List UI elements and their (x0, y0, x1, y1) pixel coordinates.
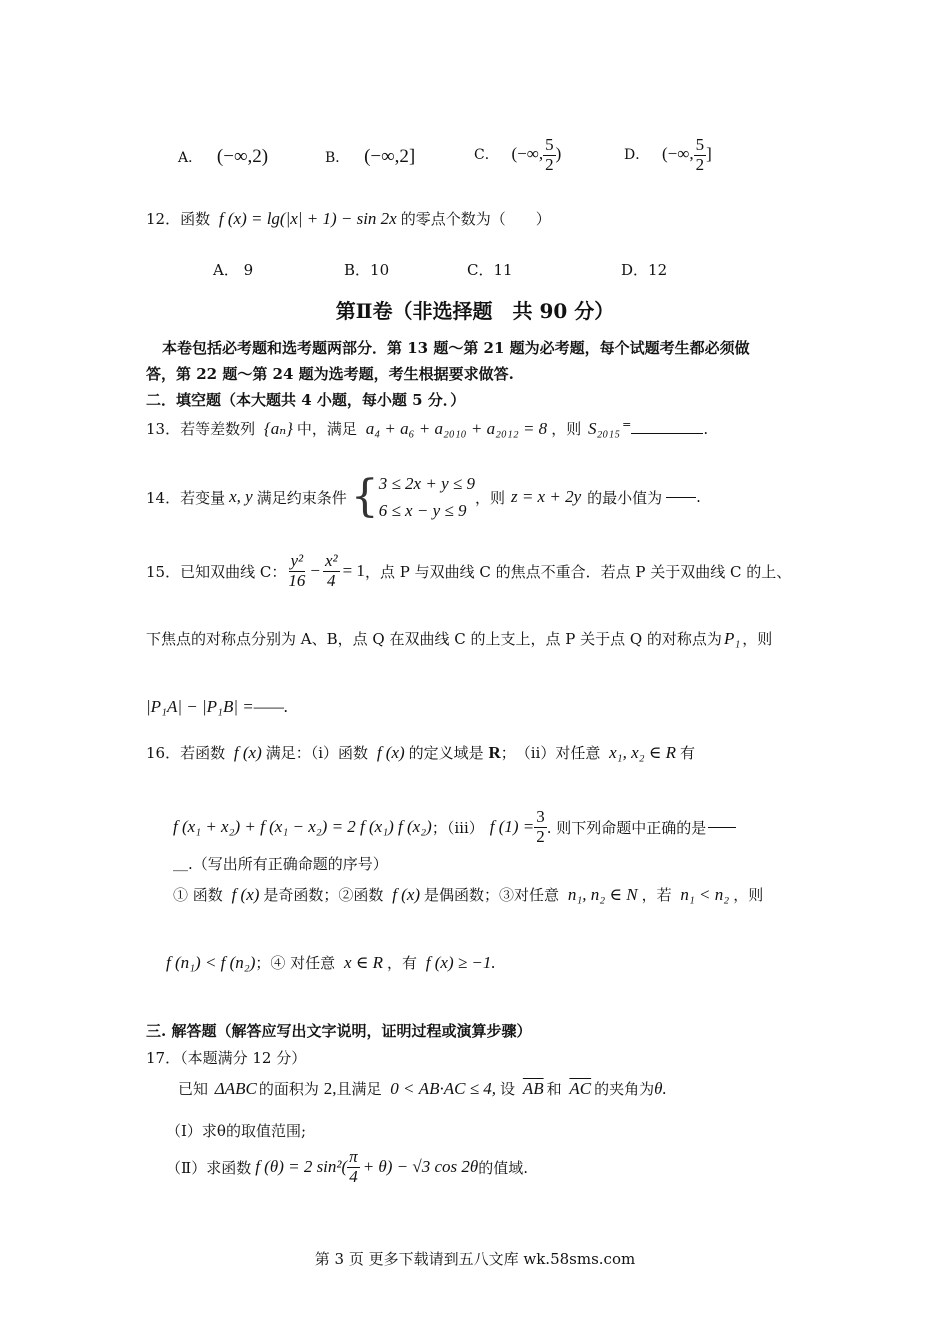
period: . (703, 420, 709, 438)
option-expr-post: ) (555, 144, 562, 164)
q16-iii: ；（ⅲ） (431, 818, 484, 837)
q13-condition: a₄ + a₆ + a₂₀₁₀ + a₂₀₁₂ = 8 (365, 419, 548, 438)
q17-text3: 且满足 (336, 1080, 382, 1098)
answer-blank (708, 827, 736, 828)
q14-stem (146, 470, 701, 524)
option-expr: (−∞,2) (216, 146, 269, 167)
question-number: 14． (146, 488, 181, 507)
q11-option-b (325, 146, 415, 168)
fraction-pi-4: $\frac{\pi}{4}$ (349, 1147, 358, 1186)
equals-one: = 1 (342, 561, 365, 581)
q13-text2: 中，满足 (296, 420, 357, 438)
q15-text1: 已知双曲线 C： (180, 562, 287, 581)
q16-text4: ； （ⅱ）对任意 (500, 744, 601, 762)
fx: f (x) (392, 885, 421, 904)
q12-option-c: C．11 (467, 261, 513, 279)
q17-text2: 的面积为 (258, 1080, 319, 1098)
q14-text1: 若变量 (180, 488, 226, 507)
constraint-system (379, 470, 475, 524)
option-label: B． (325, 150, 350, 166)
section2-intro-line1: 本卷包括必考题和选考题两部分．第 13 题～第 21 题为必考题，每个试题考生都必须做 (162, 339, 750, 357)
q15-text2: ，点 P 与双曲线 C 的焦点不重合．若点 P 关于双曲线 C 的上、 (364, 562, 792, 581)
fraction-x2-4: $\frac{\text{x²}}{4}$ (324, 551, 338, 590)
q13-sequence: {aₙ} (263, 419, 293, 438)
option-expr-pre: (−∞, (511, 144, 544, 164)
q15-line2 (146, 628, 772, 649)
q16-if: ，若 (641, 886, 672, 904)
period: . (696, 488, 701, 507)
dot-product-condition: 0 < AB·AC ≤ 4, (390, 1079, 497, 1098)
q16-text2: 满足：（ⅰ）函数 (265, 744, 369, 762)
area-value: 2, (323, 1079, 337, 1098)
x-in-r: x ∈ R (343, 953, 383, 972)
q12-formula: f (x) = lg(|x| + 1) − sin 2x (218, 209, 397, 228)
fx: f (x) (231, 885, 260, 904)
q17-part2 (166, 1148, 528, 1186)
answer-blank (666, 497, 696, 498)
q16-propositions-line (173, 884, 763, 905)
q16-line3: ＿.（写出所有正确命题的序号） (173, 855, 388, 873)
q16-line5 (166, 952, 496, 973)
page-footer: 第 3 页 更多下载请到五八文库 wk.58sms.com (314, 1250, 636, 1268)
theta: θ. (654, 1079, 667, 1098)
lower-bound-expr: f (x) ≥ −1. (425, 953, 496, 972)
q14-objective: z = x + 2y (510, 487, 582, 507)
point-p1: P₁ (723, 629, 741, 648)
section3-heading: 三. 解答题（解答应写出文字说明，证明过程或演算步骤） (146, 1022, 532, 1040)
q14-vars: x, y (229, 487, 253, 507)
q12-prefix: 函数 (180, 210, 211, 228)
proposition-2: 是奇函数；②函数 (263, 886, 384, 904)
q17-text4: 设 (500, 1080, 516, 1098)
q17-part2-post: 的值域. (478, 1158, 529, 1177)
q17-part2-pre: （Ⅱ）求函数 (166, 1158, 252, 1177)
q13-text3: ，则 (551, 420, 582, 438)
system-brace: { (350, 471, 379, 523)
question-number: 15． (146, 562, 181, 581)
q17-stem (178, 1078, 667, 1099)
fraction: $\frac{5}{2}$ (545, 135, 554, 174)
question-number: 13． (146, 420, 181, 438)
q12-stem (146, 208, 551, 229)
proposition-1: ① 函数 (173, 886, 223, 904)
fx: f (x) (233, 743, 262, 762)
q11-option-a (178, 146, 268, 168)
q12-option-b: B．10 (344, 261, 390, 279)
q13-target: S₂₀₁₅ (587, 419, 621, 438)
q14-text4: 的最小值为 (587, 488, 663, 507)
section2-title: 第Ⅱ卷（非选择题 共 90 分） (335, 299, 615, 323)
option-expr-pre: (−∞, (662, 144, 694, 164)
answer-blank (631, 433, 703, 434)
constraint-2: 6 ≤ x − y ≤ 9 (378, 501, 467, 521)
q16-then: ，则 (733, 886, 764, 904)
section2-intro-line2: 答，第 22 题～第 24 题为选考题，考生根据要求做答. (146, 365, 514, 383)
fill-in-heading: 二．填空题（本大题共 4 小题，每小题 5 分．） (146, 391, 466, 409)
vector-ab: $\overline{AB}$ (522, 1079, 544, 1098)
q17-formula-b: + θ) − √3 cos 2θ (362, 1157, 479, 1177)
option-label: A． (178, 150, 203, 166)
fraction-3-2: $\frac{3}{2}$ (536, 807, 545, 846)
x1-x2-in-r: x₁, x₂ ∈ R (609, 743, 677, 762)
option-label: C． (474, 147, 499, 164)
q12-suffix: 的零点个数为（ ） (400, 210, 551, 228)
q16-text5: 有 (680, 744, 696, 762)
n1-n2-in-n: n₁, n₂ ∈ N (567, 885, 638, 904)
q13-equals: = (622, 418, 632, 431)
option-expr-post: ] (706, 144, 712, 164)
triangle-abc: ΔABC (214, 1079, 257, 1098)
q16-text3: 的定义域是 (408, 744, 484, 762)
f-of-1: f (1) = (489, 817, 535, 837)
q16-line2-tail: . 则下列命题中正确的是 (546, 818, 707, 837)
constraint-1: 3 ≤ 2x + y ≤ 9 (378, 474, 475, 493)
q11-option-d (624, 136, 712, 174)
q16-stem (146, 742, 695, 763)
q17-text5: 的夹角为 (594, 1080, 655, 1098)
proposition-4: ；④ 对任意 (255, 954, 336, 972)
q16-text1: 若函数 (180, 744, 226, 762)
proposition-3: 是偶函数；③对任意 (424, 886, 560, 904)
option-expr: (−∞,2] (364, 146, 416, 167)
minus-sign: − (310, 561, 320, 581)
q14-text2: 满足约束条件 (256, 488, 347, 507)
question-number: 16． (146, 744, 181, 762)
n1-less-n2: n₁ < n₂ (680, 885, 730, 904)
q17-and: 和 (546, 1080, 562, 1098)
q17-formula-a: f (θ) = 2 sin²( (255, 1157, 348, 1177)
q13-text1: 若等差数列 (180, 420, 256, 438)
option-label: D． (624, 147, 650, 164)
q15-stem (146, 552, 791, 590)
q11-option-c (474, 136, 561, 174)
functional-equation: f (x₁ + x₂) + f (x₁ − x₂) = 2 f (x₁) f (x₂) (173, 817, 432, 837)
q17-number: 17．（本题满分 12 分） (146, 1049, 307, 1067)
q15-line2-text: 下焦点的对称点分别为 A、B，点 Q 在双曲线 C 的上支上，点 P 关于点 Q 的对称点为 (146, 630, 722, 648)
q14-text3: ，则 (474, 488, 505, 507)
q17-text1: 已知 (178, 1080, 209, 1098)
q15-expression: |P₁A| − |P₁B| =——. (146, 697, 289, 716)
fx: f (x) (376, 743, 405, 762)
q12-option-d: D．12 (621, 261, 668, 279)
q12-option-a: A． 9 (213, 261, 254, 279)
fraction: $\frac{5}{2}$ (695, 135, 705, 174)
q13-stem (146, 418, 708, 439)
q15-then: ，则 (742, 630, 773, 648)
q16-line2 (173, 808, 736, 846)
monotone-expr: f (n₁) < f (n₂) (166, 953, 256, 972)
q17-part1: （Ⅰ）求θ的取值范围; (166, 1122, 307, 1140)
vector-ac: $\overline{AC}$ (569, 1079, 592, 1098)
q16-has: ，有 (386, 954, 417, 972)
fraction-y2-16: $\frac{\text{y²}}{16}$ (288, 551, 306, 590)
question-number: 12． (146, 210, 181, 228)
real-set: R (488, 743, 501, 762)
